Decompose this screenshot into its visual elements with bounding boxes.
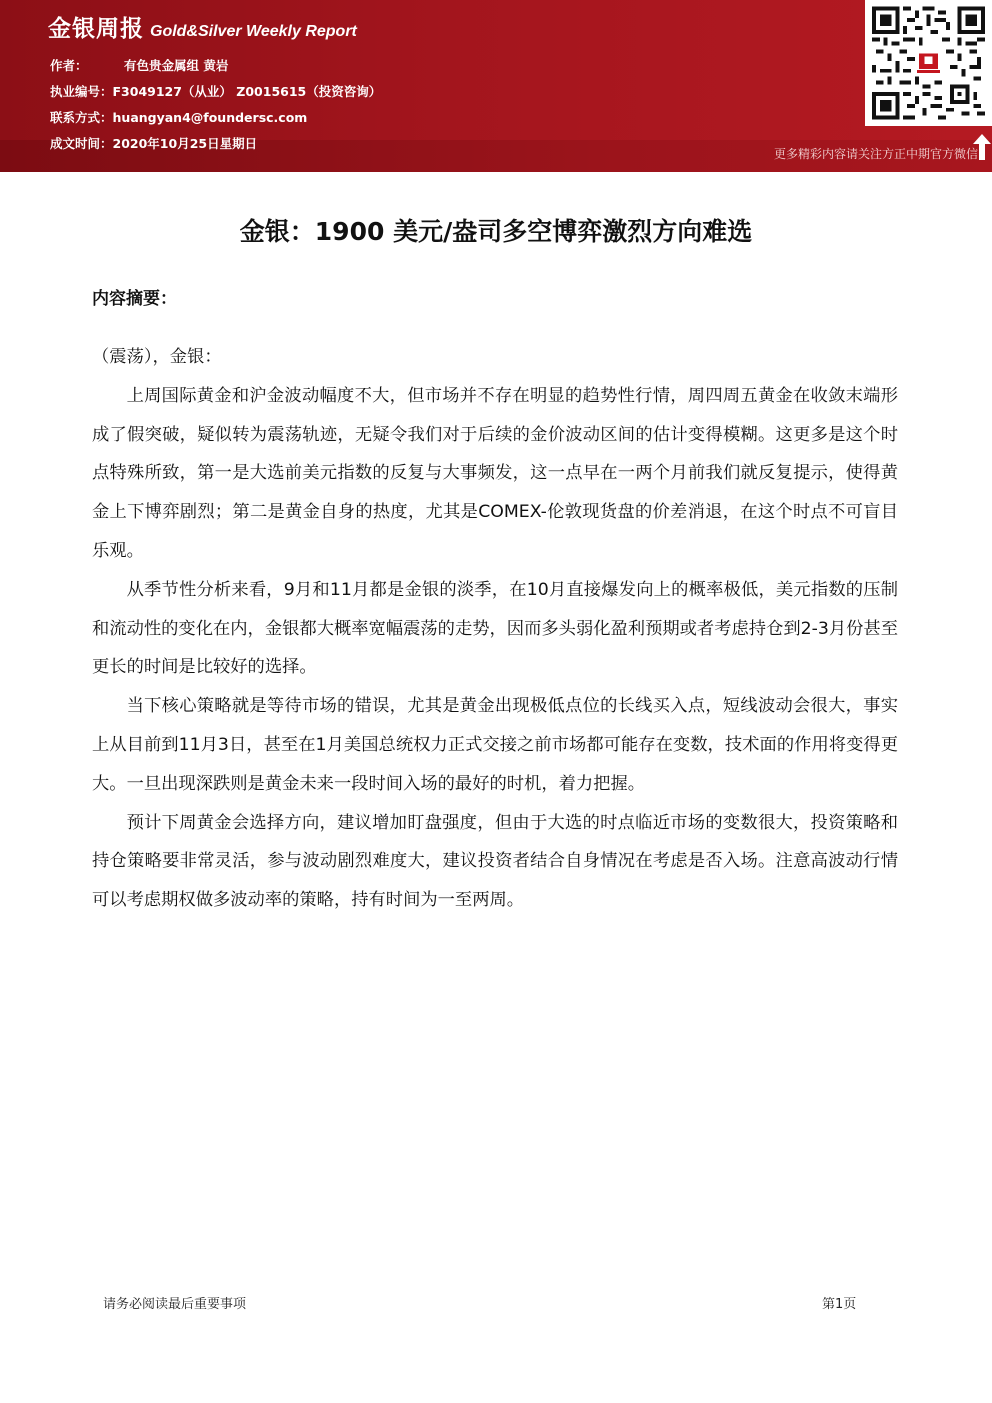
- author-label: 作者：: [50, 58, 88, 73]
- paragraph-outlook: （震荡），金银：: [92, 347, 222, 367]
- paragraph-1: 上周国际黄金和沪金波动幅度不大，但市场并不存在明显的趋势性行情，周四周五黄金在收敛末端形成了假突破，疑似转为震荡轨迹，无疑令我们对于后续的金价波动区间的估计变得模糊。这更多是这个时点特殊所致，第一是大选前美元指数的反复与大事频发，这一点早在一两个月前我们就反复提示，使得黄金上下博弈剧烈；第二是黄金自身的热度，尤其是COMEX-伦敦现货盘的价差消退，在这个时点不可盲目乐观。: [92, 385, 898, 561]
- qr-code-graphic: [872, 5, 985, 121]
- contact-email[interactable]: huangyan4@foundersc.com: [112, 110, 308, 125]
- abstract-heading: 内容摘要：: [92, 289, 177, 309]
- paragraph-3: 当下核心策略就是等待市场的错误，尤其是黄金出现极低点位的长线买入点，短线波动会很大，事实上从目前到11月3日，甚至在1月美国总统权力正式交接之前市场都可能存在变数，技术面的作用将变得更大。一旦出现深跌则是黄金未来一段时间入场的最好的时机，着力把握。: [92, 696, 898, 794]
- date-value: 2020年10月25日星期日: [112, 136, 258, 151]
- contact-line: [50, 108, 307, 126]
- license-value: F3049127（从业） Z0015615（投资咨询）: [112, 84, 382, 99]
- paragraph-2: 从季节性分析来看，9月和11月都是金银的淡季，在10月直接爆发向上的概率极低，美元指数的压制和流动性的变化在内，金银都大概率宽幅震荡的走势，因而多头弱化盈利预期或者考虑持仓到2-3月份甚至更长的时间是比较好的选择。: [92, 579, 898, 678]
- qr-code-icon: [865, 0, 992, 126]
- report-header-banner: [0, 0, 992, 172]
- report-title-en: Gold&Silver Weekly Report: [150, 23, 357, 40]
- page-number: 第1页: [822, 1297, 857, 1312]
- author-line: [50, 56, 228, 74]
- author-value: 有色贵金属组 黄岩: [124, 58, 229, 73]
- report-title-cn: 金银周报: [48, 16, 144, 42]
- license-line: [50, 82, 381, 100]
- abstract-body: [92, 338, 898, 920]
- footer-notice: 请务必阅读最后重要事项: [103, 1297, 247, 1312]
- contact-label: 联系方式：: [50, 110, 113, 125]
- date-line: [50, 134, 257, 152]
- report-title-block: [48, 10, 357, 43]
- wechat-follow-note: 更多精彩内容请关注方正中期官方微信: [773, 147, 978, 161]
- license-label: 执业编号：: [50, 84, 113, 99]
- date-label: 成文时间：: [50, 136, 113, 151]
- document-title: 金银：1900 美元/盎司多空博弈激烈方向难选: [239, 217, 753, 246]
- paragraph-4: 预计下周黄金会选择方向，建议增加盯盘强度，但由于大选的时点临近市场的变数很大，投资策略和持仓策略要非常灵活，参与波动剧烈难度大，建议投资者结合自身情况在考虑是否入场。注意高波动行情可以考虑期权做多波动率的策略，持有时间为一至两周。: [92, 812, 898, 911]
- arrow-up-icon: [973, 134, 991, 160]
